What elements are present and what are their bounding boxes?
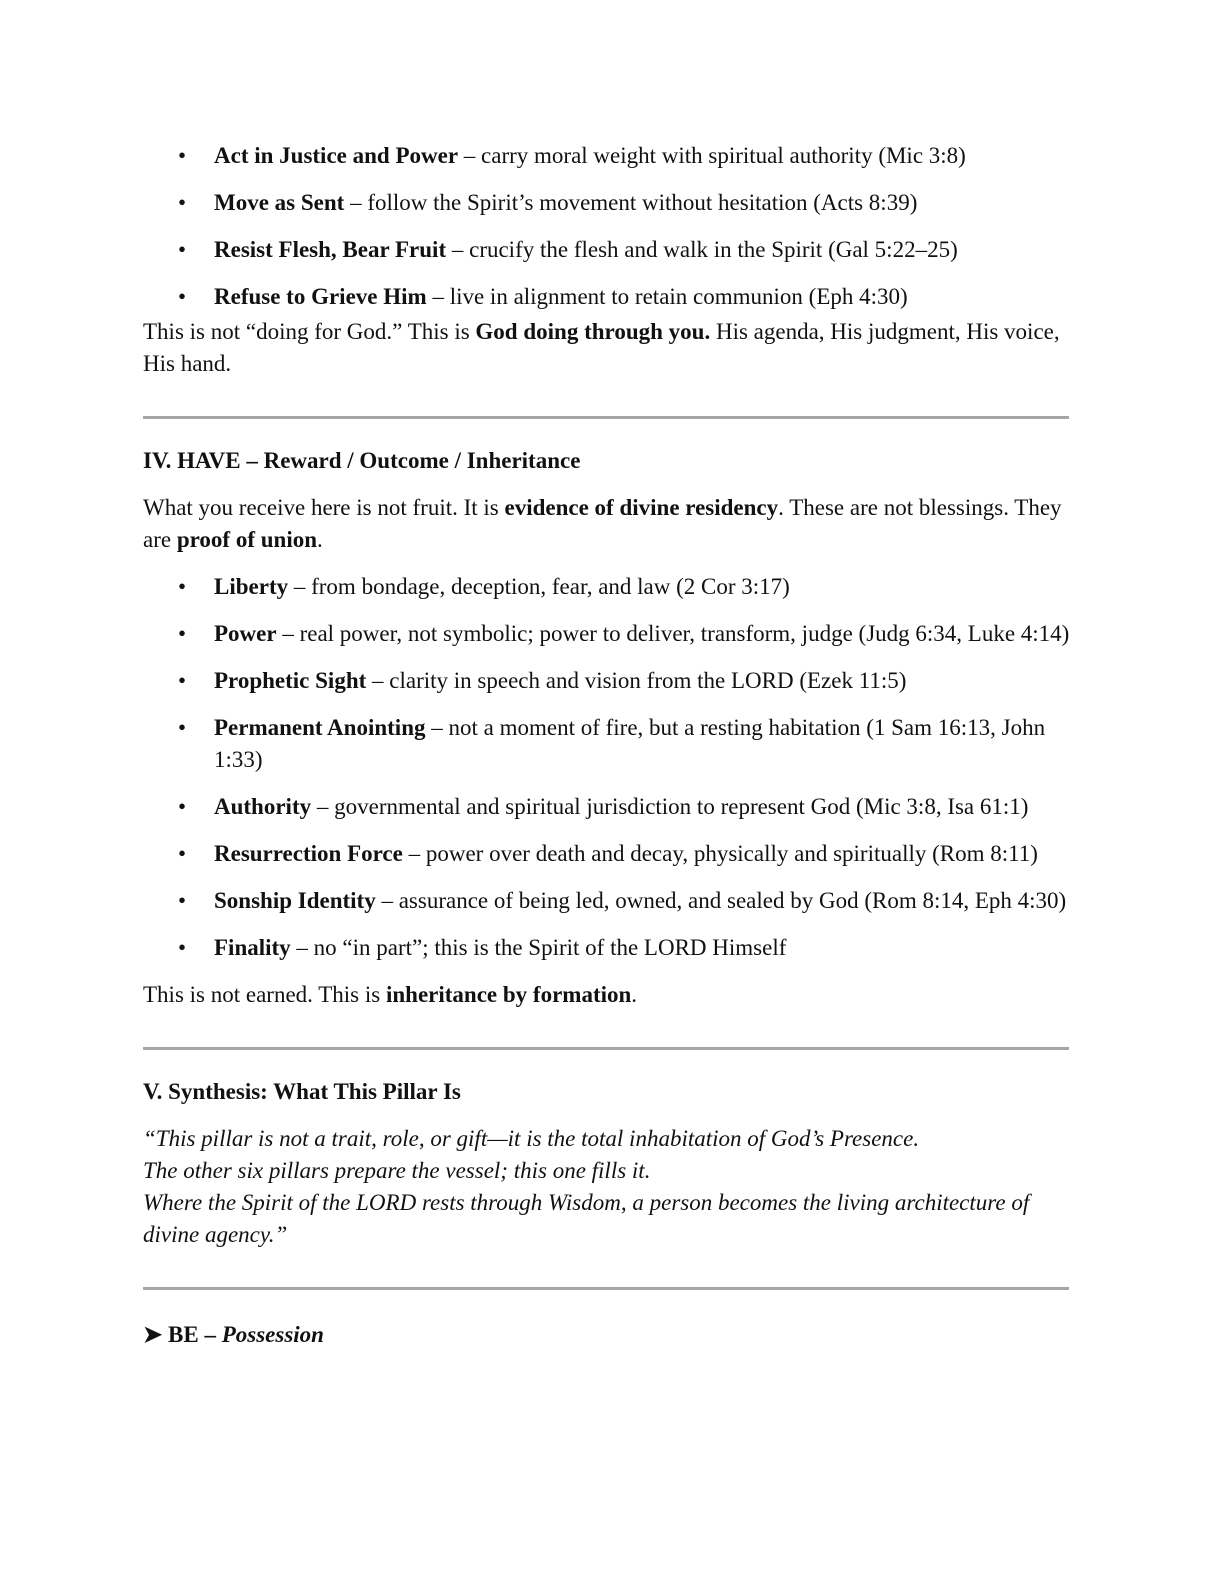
list-item [143,885,1073,917]
quote-line: The other six pillars prepare the vessel; this one fills it. [143,1158,651,1183]
list-item-term: Finality [214,935,291,960]
para2-post: . [631,982,638,1007]
section-divider [143,1287,1069,1290]
para1-post: His agenda, His judgment, His voice, His hand. [143,319,1060,376]
footer-italic: Possession [221,1322,324,1347]
quote-line: Where the Spirit of the LORD rests through Wisdom, a person becomes the living architecture of divine agency.” [143,1190,1030,1247]
para2-bold: inheritance by formation [385,982,632,1007]
list-item-description: – not a moment of fire, but a resting habitation (1 Sam 16:13, John 1:33) [214,715,1046,772]
bullet-icon: • [178,935,187,960]
bullet-icon: • [178,715,187,740]
bullet-list-have [143,571,1073,964]
arrow-icon: ➤ [143,1322,163,1347]
list-item-description: – no “in part”; this is the Spirit of the LORD Himself [290,935,787,960]
para2-pre: This is not earned. This is [143,982,386,1007]
list-item-description: – from bondage, deception, fear, and law (2 Cor 3:17) [288,574,790,599]
list-item-term: Resurrection Force [214,841,403,866]
list-item [143,791,1073,823]
list-item-term: Prophetic Sight [214,668,367,693]
synthesis-quote [143,1123,1073,1251]
paragraph-god-doing [143,316,1073,380]
bullet-list-do [143,140,1073,313]
list-item-description: – governmental and spiritual jurisdiction to represent God (Mic 3:8, Isa 61:1) [311,794,1029,819]
list-item-term: Liberty [214,574,289,599]
list-item-description: – clarity in speech and vision from the LORD (Ezek 11:5) [366,668,907,693]
list-item-term: Sonship Identity [214,888,376,913]
list-item [143,571,1073,603]
section-heading-have: IV. HAVE – Reward / Outcome / Inheritance [143,448,581,473]
list-item-term: Permanent Anointing [214,715,426,740]
list-item-description: – follow the Spirit’s movement without hesitation (Acts 8:39) [344,190,918,215]
bullet-icon: • [178,841,187,866]
section-heading-synthesis: V. Synthesis: What This Pillar Is [143,1079,461,1104]
intro-bold-union: proof of union [176,527,317,552]
list-item [143,281,1073,313]
bullet-icon: • [178,284,187,309]
list-item [143,838,1073,870]
bullet-icon: • [178,237,187,262]
list-item-description: – power over death and decay, physically and spiritually (Rom 8:11) [402,841,1038,866]
list-item [143,665,1073,697]
intro-pre: What you receive here is not fruit. It is [143,495,505,520]
list-item-term: Power [214,621,277,646]
list-item-description: – crucify the flesh and walk in the Spirit (Gal 5:22–25) [446,237,958,262]
list-item [143,932,1073,964]
list-item-description: – live in alignment to retain communion (Eph 4:30) [426,284,908,309]
paragraph-have-intro [143,492,1073,556]
footer-be-possession [143,1319,1073,1351]
list-item-term: Resist Flesh, Bear Fruit [214,237,447,262]
paragraph-inheritance [143,979,1073,1011]
bullet-icon: • [178,190,187,215]
bullet-icon: • [178,143,187,168]
para1-pre: This is not “doing for God.” This is [143,319,476,344]
list-item-term: Refuse to Grieve Him [214,284,427,309]
quote-line: “This pillar is not a trait, role, or gift—it is the total inhabitation of God’s Presence. [143,1126,920,1151]
footer-label: BE – [168,1322,216,1347]
bullet-icon: • [178,574,187,599]
list-item [143,712,1073,776]
list-item-term: Act in Justice and Power [214,143,459,168]
document-page [143,140,1073,1351]
bullet-icon: • [178,621,187,646]
list-item-term: Authority [214,794,312,819]
list-item-description: – assurance of being led, owned, and sealed by God (Rom 8:14, Eph 4:30) [375,888,1067,913]
section-divider [143,416,1069,419]
list-item [143,618,1073,650]
intro-post: . [317,527,323,552]
para1-bold: God doing through you. [475,319,711,344]
list-item [143,187,1073,219]
list-item-description: – carry moral weight with spiritual authority (Mic 3:8) [458,143,966,168]
section-divider [143,1047,1069,1050]
intro-bold-residency: evidence of divine residency [504,495,779,520]
bullet-icon: • [178,794,187,819]
list-item [143,234,1073,266]
list-item-term: Move as Sent [214,190,345,215]
list-item [143,140,1073,172]
bullet-icon: • [178,888,187,913]
bullet-icon: • [178,668,187,693]
intro-mid: . These are not blessings. They are [143,495,1062,552]
list-item-description: – real power, not symbolic; power to deliver, transform, judge (Judg 6:34, Luke 4:14) [276,621,1070,646]
